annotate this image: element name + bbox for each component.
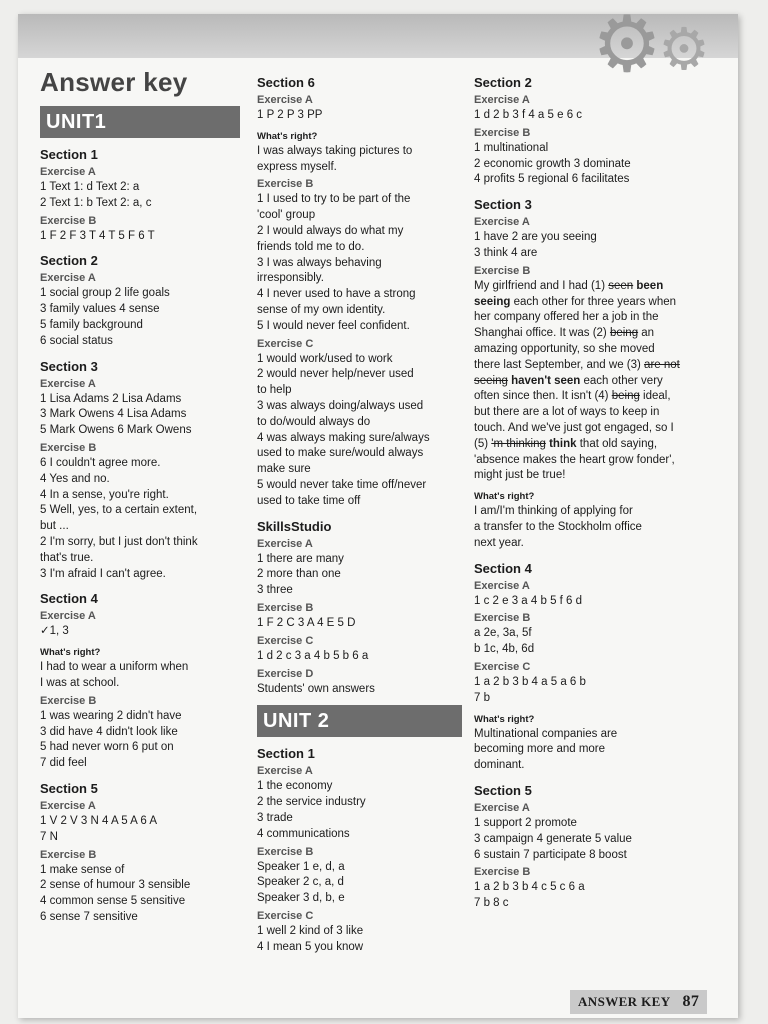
answer-line: 4 In a sense, you're right.: [40, 488, 169, 501]
answer-line: 1 F 2 C 3 A 4 E 5 D: [257, 616, 356, 629]
section-heading: Section 5: [474, 782, 532, 798]
whats-right-heading: What's right?: [257, 130, 318, 142]
answer-line: 1 Text 1: d Text 2: a: [40, 181, 140, 193]
answer-line: I am/I'm thinking of applying for: [474, 505, 633, 518]
answer-line: 5 Well, yes, to a certain extent,: [40, 504, 198, 517]
answer-line: a transfer to the Stockholm office: [474, 520, 642, 533]
answer-line: b 1c, 4b, 6d: [474, 643, 535, 656]
exercise-heading: Exercise D: [257, 667, 314, 680]
column-2: [257, 66, 462, 955]
answer-line: 1 a 2 b 3 b 4 a 5 a 6 b: [474, 675, 586, 688]
answer-line: 1 c 2 e 3 a 4 b 5 f 6 d: [474, 594, 583, 607]
section-heading: Section 3: [40, 358, 98, 374]
answer-line: 1 I used to try to be part of the: [257, 193, 411, 206]
section-heading: Section 5: [40, 780, 98, 796]
exercise-heading: Exercise C: [257, 337, 314, 350]
answer-line: 4 profits 5 regional 6 facilitates: [474, 173, 630, 186]
exercise-heading: Exercise A: [474, 94, 530, 106]
answer-line: 1 have 2 are you seeing: [474, 231, 597, 244]
exercise-heading: Exercise A: [257, 765, 313, 778]
section-heading: Section 1: [257, 746, 315, 762]
exercise-heading: Exercise B: [474, 126, 531, 139]
exercise-heading: Exercise C: [257, 634, 314, 647]
exercise-heading: Exercise B: [474, 612, 531, 625]
answer-line: but ...: [40, 520, 69, 533]
answer-line: 2 more than one: [257, 568, 341, 581]
exercise-heading: Exercise A: [40, 610, 96, 623]
whats-right-heading: What's right?: [474, 491, 535, 503]
answer-line: next year.: [474, 536, 524, 549]
answer-line: 3 Mark Owens 4 Lisa Adams: [40, 408, 187, 421]
answer-line: I was at school.: [40, 676, 120, 689]
answer-line: 2 Text 1: b Text 2: a, c: [40, 196, 152, 209]
answer-line: 1 d 2 b 3 f 4 a 5 e 6 c: [474, 109, 583, 121]
answer-line: 3 three: [257, 584, 293, 597]
exercise-heading: Exercise B: [40, 694, 97, 707]
section-heading: Section 6: [257, 75, 315, 90]
unit-2-entries: [257, 745, 462, 955]
answer-line: 1 there are many: [257, 552, 344, 565]
column-2-entries: [257, 74, 462, 697]
struck-word: being: [609, 327, 639, 340]
answer-line: express myself.: [257, 160, 337, 173]
answer-line: sense of my own identity.: [257, 303, 386, 316]
answer-line: 1 well 2 kind of 3 like: [257, 924, 364, 937]
exercise-heading: Exercise C: [474, 660, 531, 673]
answer-line: 3 I was always behaving: [257, 256, 382, 269]
answer-line: 5 Mark Owens 6 Mark Owens: [40, 424, 192, 437]
answer-line: that's true.: [40, 551, 94, 564]
correction: been seeing: [474, 279, 664, 308]
answer-line: 7 b 8 c: [474, 897, 509, 910]
exercise-heading: Exercise B: [257, 845, 314, 858]
exercise-heading: Exercise B: [257, 178, 314, 191]
answer-line: 1 a 2 b 3 b 4 c 5 c 6 a: [474, 881, 585, 894]
answer-line: used to make sure/would always: [257, 447, 424, 460]
struck-word: are not seeing: [474, 358, 680, 387]
answer-line: 'cool' group: [257, 209, 316, 222]
answer-line: to do/would always do: [257, 415, 371, 428]
answer-line: 4 communications: [257, 827, 350, 840]
answer-line: 1 P 2 P 3 PP: [257, 109, 323, 121]
column-3-entries-continued: [474, 490, 684, 912]
answer-line: 1 d 2 c 3 a 4 b 5 b 6 a: [257, 649, 369, 662]
answer-line: 4 I mean 5 you know: [257, 940, 364, 953]
exercise-heading: Exercise B: [474, 866, 531, 879]
page-number: 87: [682, 993, 700, 1010]
section-heading: Section 2: [474, 75, 532, 90]
answer-line: 3 think 4 are: [474, 246, 538, 259]
exercise-heading: Exercise A: [40, 799, 96, 812]
answer-line: 5 family background: [40, 318, 143, 331]
answer-line: 1 make sense of: [40, 863, 125, 876]
exercise-heading: Exercise A: [40, 377, 96, 390]
page-title: Answer key: [40, 67, 188, 97]
exercise-heading: Exercise A: [474, 579, 530, 592]
answer-line: 2 sense of humour 3 sensible: [40, 879, 191, 892]
exercise-heading: Exercise A: [257, 537, 313, 550]
answer-line: 2 I would always do what my: [257, 224, 404, 237]
exercise-heading: Exercise C: [257, 909, 314, 922]
page-footer: [570, 990, 707, 1014]
exercise-heading: Exercise B: [40, 214, 97, 227]
answer-line: 7 b: [474, 691, 490, 704]
section-heading: SkillsStudio: [257, 518, 332, 534]
answer-line: Speaker 1 e, d, a: [257, 860, 345, 873]
answer-line: I was always taking pictures to: [257, 144, 413, 157]
answer-line: 1 multinational: [474, 141, 549, 154]
answer-line: a 2e, 3a, 5f: [474, 627, 532, 640]
section-heading: Section 4: [40, 591, 98, 607]
correction: think: [549, 437, 577, 450]
column-1-entries: [40, 146, 240, 926]
answer-line: 5 would never take time off/never: [257, 478, 427, 491]
answer-line: Speaker 2 c, a, d: [257, 876, 344, 889]
answer-line: 5 had never worn 6 put on: [40, 741, 174, 754]
answer-line: 7 N: [40, 830, 58, 843]
answer-line: 3 family values 4 sense: [40, 303, 160, 316]
answer-line: irresponsibly.: [257, 272, 324, 285]
answer-line: 1 Lisa Adams 2 Lisa Adams: [40, 392, 182, 405]
answer-line: friends told me to do.: [257, 240, 365, 253]
column-3-entries: [474, 74, 684, 279]
answer-line: 1 V 2 V 3 N 4 A 5 A 6 A: [40, 814, 158, 827]
answer-line: 3 did have 4 didn't look like: [40, 725, 178, 738]
answer-line: make sure: [257, 463, 311, 476]
answer-line: 3 I'm afraid I can't agree.: [40, 567, 166, 580]
story-paragraph: My girlfriend and I had (1) seen been seeing each other for three years when her company offered her a job in the Shanghai office. It was (2) being an amazing opportunity, so she moved there last September, and we (3) are not seeing haven't seen each other very often since then. It isn't (4) being ideal, but there are a lot of ways to keep in touch. And we've just got engaged, so I (5) 'm thinking think that old saying, 'absence makes the heart grow fonder', might just be true!: [474, 279, 680, 482]
section-heading: Section 3: [474, 197, 532, 213]
answer-line: 2 I'm sorry, but I just don't think: [40, 535, 198, 548]
exercise-heading: Exercise B: [257, 601, 314, 614]
exercise-heading: Exercise A: [40, 166, 96, 178]
correction: haven't seen: [511, 374, 581, 387]
answer-line: 1 social group 2 life goals: [40, 287, 170, 300]
answer-key-page: [18, 14, 738, 1018]
whats-right-heading: What's right?: [40, 647, 101, 659]
exercise-heading: Exercise A: [257, 94, 313, 106]
section-heading: Section 2: [40, 253, 98, 269]
gear-icon: ⚙: [592, 14, 662, 90]
unit-1-banner: UNIT1: [40, 106, 240, 138]
answer-line: 6 I couldn't agree more.: [40, 456, 161, 469]
answer-line: 6 social status: [40, 334, 113, 347]
answer-line: 4 Yes and no.: [40, 472, 110, 485]
exercise-heading: Exercise A: [474, 216, 530, 229]
unit-2-banner: UNIT 2: [257, 705, 462, 737]
whats-right-heading: What's right?: [474, 713, 535, 725]
exercise-heading: Exercise B: [40, 441, 97, 454]
struck-word: being: [611, 390, 640, 403]
section-heading: Section 4: [474, 560, 532, 576]
exercise-heading: Exercise B: [474, 264, 531, 277]
answer-line: 2 economic growth 3 dominate: [474, 157, 631, 170]
answer-line: 7 did feel: [40, 757, 87, 770]
answer-line: 1 would work/used to work: [257, 352, 393, 365]
answer-line: becoming more and more: [474, 743, 606, 756]
answer-line: 1 F 2 F 3 T 4 T 5 F 6 T: [40, 229, 155, 242]
answer-line: 3 campaign 4 generate 5 value: [474, 832, 632, 845]
struck-word: seen: [608, 279, 634, 292]
answer-line: 4 was always making sure/always: [257, 431, 430, 444]
answer-line: ✓1, 3: [40, 625, 69, 638]
struck-word: 'm thinking: [491, 437, 546, 450]
answer-line: 1 the economy: [257, 780, 333, 793]
answer-line: to help: [257, 384, 292, 397]
exercise-heading: Exercise A: [40, 272, 96, 285]
exercise-heading: Exercise B: [40, 848, 97, 861]
answer-line: 1 was wearing 2 didn't have: [40, 709, 182, 722]
column-1: [40, 66, 240, 926]
exercise-heading: Exercise A: [474, 801, 530, 814]
section-heading: Section 1: [40, 147, 98, 162]
answer-line: 5 I would never feel confident.: [257, 319, 410, 332]
gear-icon-small: ⚙: [658, 15, 710, 83]
answer-line: used to take time off: [257, 494, 361, 507]
answer-line: 4 common sense 5 sensitive: [40, 895, 186, 908]
column-3: [474, 66, 684, 912]
answer-line: 3 trade: [257, 811, 293, 824]
answer-line: 3 was always doing/always used: [257, 399, 424, 412]
answer-line: dominant.: [474, 759, 525, 772]
answer-line: 2 the service industry: [257, 796, 366, 809]
answer-line: 6 sustain 7 participate 8 boost: [474, 848, 627, 861]
answer-line: Speaker 3 d, b, e: [257, 892, 345, 905]
answer-line: Multinational companies are: [474, 727, 618, 740]
answer-line: 6 sense 7 sensitive: [40, 910, 138, 923]
answer-line: 4 I never used to have a strong: [257, 288, 416, 301]
answer-line: 1 support 2 promote: [474, 816, 577, 829]
answer-line: Students' own answers: [257, 682, 375, 695]
footer-label: ANSWER KEY: [578, 994, 671, 1009]
answer-line: I had to wear a uniform when: [40, 661, 189, 674]
answer-line: 2 would never help/never used: [257, 368, 414, 381]
